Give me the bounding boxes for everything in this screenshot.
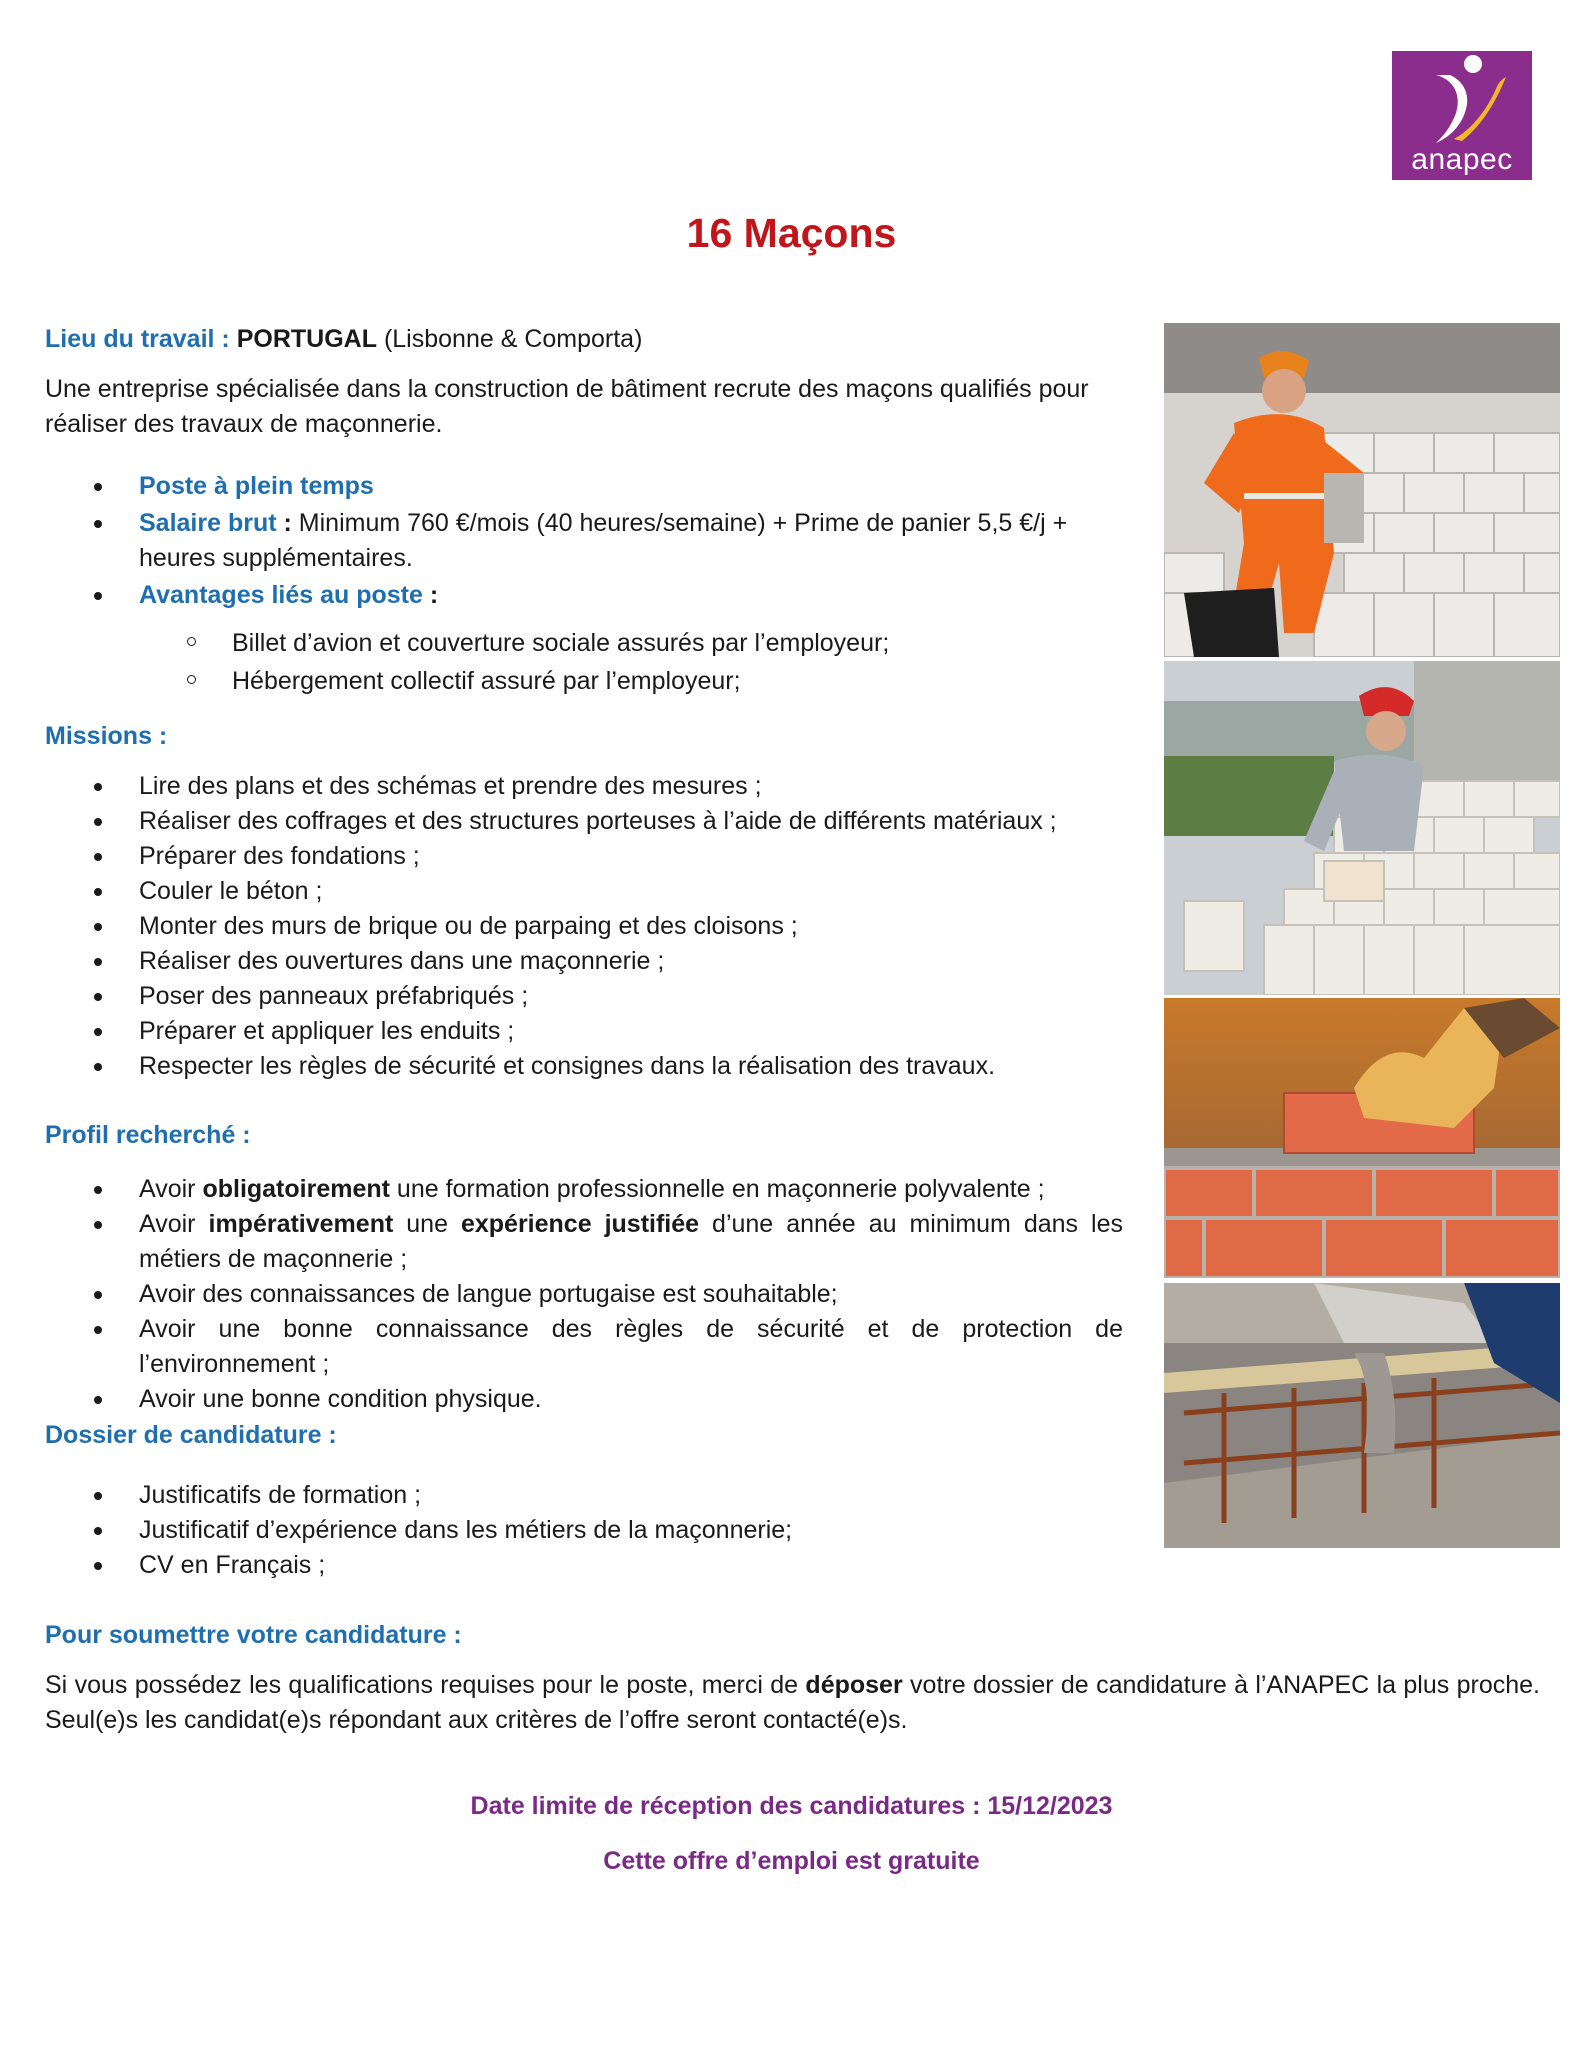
profile-text: Avoir: [139, 1210, 209, 1238]
list-item: [45, 1207, 1123, 1277]
location-line: [45, 322, 1125, 357]
profile-list: [45, 1172, 1123, 1417]
list-item: Justificatifs de formation ;: [45, 1478, 1130, 1513]
list-item: Monter des murs de brique ou de parpaing et des cloisons ;: [45, 909, 1130, 944]
list-item: [45, 469, 1130, 504]
list-item: Hébergement collectif assuré par l’employeur;: [45, 662, 1130, 700]
logo-text: anapec: [1411, 143, 1513, 176]
missions-heading: Missions :: [45, 722, 168, 750]
profile-text: une formation professionnelle en maçonnerie polyvalente ;: [389, 1175, 1045, 1203]
profile-emphasis: impérativement: [208, 1210, 394, 1238]
full-time-label: Poste à plein temps: [139, 472, 374, 500]
deadline-notice: Date limite de réception des candidatures : 15/12/2023: [470, 1792, 1113, 1820]
photo-concrete-pouring: [1164, 1283, 1560, 1548]
salary-text: Minimum 760 €/mois (40 heures/semaine) + Prime de panier 5,5 €/j + heures supplémentaires.: [139, 509, 1068, 572]
list-item: [45, 506, 1130, 576]
salary-colon: :: [276, 509, 292, 537]
submit-text: votre dossier de candidature à l’ANAPEC la plus proche. Seul(e)s les candidat(e)s répondant aux critères de l’offre seront contacté(e)s.: [45, 1671, 1540, 1734]
benefits-label: Avantages liés au poste: [139, 581, 423, 609]
list-item: Poser des panneaux préfabriqués ;: [45, 979, 1130, 1014]
salary-label: Salaire brut: [139, 509, 277, 537]
missions-list: [45, 769, 1130, 1084]
list-item: Avoir une bonne condition physique.: [45, 1382, 1123, 1417]
photo-red-bricks-gloves: [1164, 998, 1560, 1278]
list-item: Réaliser des ouvertures dans une maçonnerie ;: [45, 944, 1130, 979]
submit-heading: Pour soumettre votre candidature :: [45, 1621, 462, 1649]
submit-text: Si vous possédez les qualifications requises pour le poste, merci de: [45, 1671, 806, 1699]
photo-mason-red-helmet: [1164, 661, 1560, 995]
list-item: Billet d’avion et couverture sociale assurés par l’employeur;: [45, 624, 1130, 662]
conditions-list: [45, 469, 1130, 613]
list-item: Justificatif d’expérience dans les métiers de la maçonnerie;: [45, 1513, 1130, 1548]
list-item: [45, 578, 1130, 613]
benefits-list: [45, 624, 1130, 700]
profile-text: d’une année au minimum dans les métiers de maçonnerie ;: [139, 1210, 1124, 1273]
list-item: Avoir une bonne connaissance des règles de sécurité et de protection de l’environnement ;: [45, 1312, 1123, 1382]
list-item: Avoir des connaissances de langue portugaise est souhaitable;: [45, 1277, 1123, 1312]
page-title: 16 Maçons: [686, 210, 897, 256]
list-item: CV en Français ;: [45, 1548, 1130, 1583]
submit-emphasis: déposer: [805, 1671, 903, 1699]
list-item: Couler le béton ;: [45, 874, 1130, 909]
list-item: [45, 1172, 1123, 1207]
list-item: Lire des plans et des schémas et prendre des mesures ;: [45, 769, 1130, 804]
free-offer-notice: Cette offre d’emploi est gratuite: [603, 1847, 980, 1875]
submit-paragraph: [45, 1668, 1540, 1738]
location-cities: (Lisbonne & Comporta): [383, 325, 643, 353]
list-item: Préparer et appliquer les enduits ;: [45, 1014, 1130, 1049]
profile-text: Avoir: [139, 1175, 203, 1203]
anapec-logo: [1392, 51, 1532, 180]
location-label: Lieu du travail :: [45, 325, 230, 353]
dossier-list: [45, 1478, 1130, 1583]
profile-heading: Profil recherché :: [45, 1121, 251, 1149]
profile-emphasis: expérience justifiée: [460, 1210, 700, 1238]
list-item: Respecter les règles de sécurité et consignes dans la réalisation des travaux.: [45, 1049, 1130, 1084]
profile-emphasis: obligatoirement: [202, 1175, 390, 1203]
photo-mason-orange-suit: [1164, 323, 1560, 657]
dossier-heading: Dossier de candidature :: [45, 1421, 337, 1449]
location-country: PORTUGAL: [236, 325, 377, 353]
list-item: Préparer des fondations ;: [45, 839, 1130, 874]
intro-paragraph: Une entreprise spécialisée dans la construction de bâtiment recrute des maçons qualifiés pour réaliser des travaux de maçonnerie.: [45, 375, 1089, 438]
benefits-colon: :: [422, 581, 439, 609]
profile-text: une: [393, 1210, 461, 1238]
list-item: Réaliser des coffrages et des structures porteuses à l’aide de différents matériaux ;: [45, 804, 1130, 839]
